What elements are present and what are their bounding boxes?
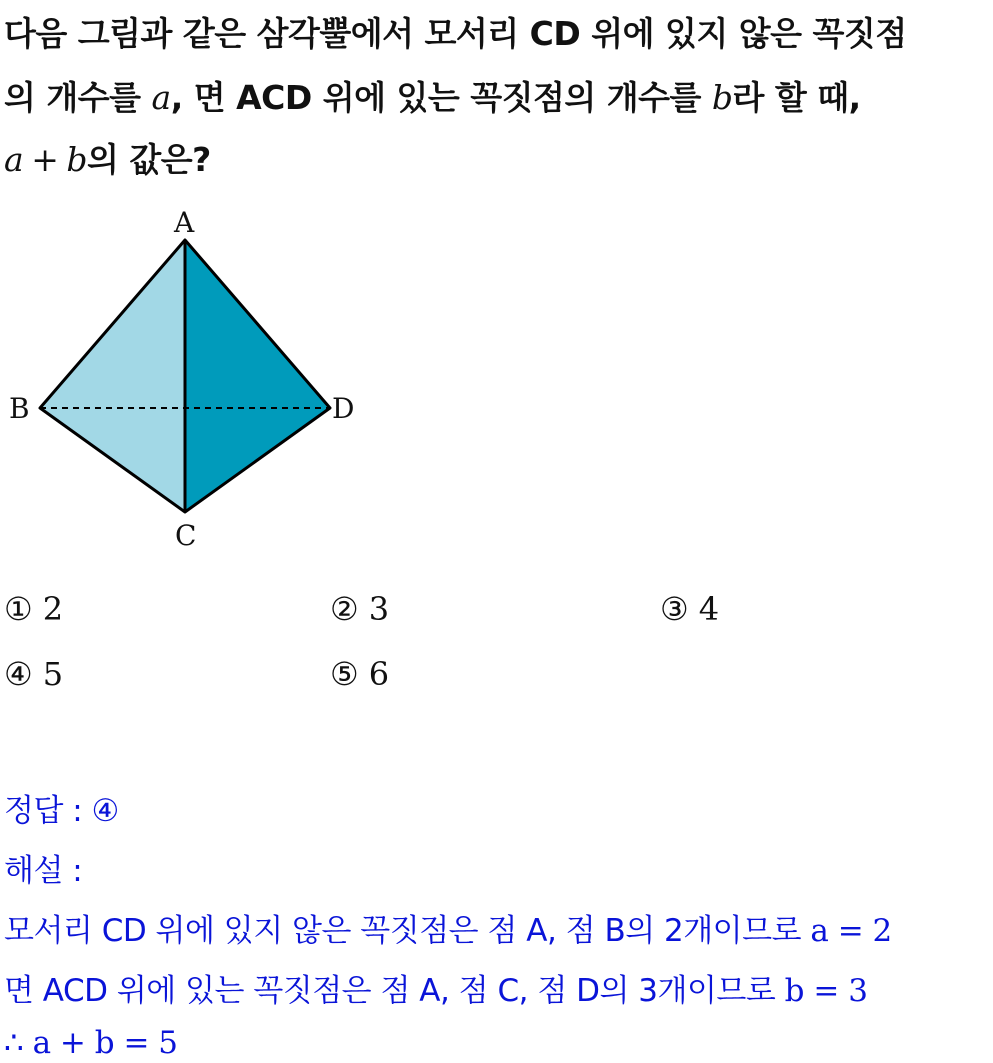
choice-number: ①: [4, 590, 33, 628]
question-line-2: [4, 72, 861, 119]
var-a: a: [151, 78, 171, 117]
equation-a: a = 2: [810, 913, 892, 949]
question-line-2-part-b: , 면 ACD 위에 있는 꼭짓점의 개수를: [170, 78, 712, 117]
question-line-1-text: 다음 그림과 같은 삼각뿔에서 모서리 CD 위에 있지 않은 꼭짓점: [4, 14, 907, 53]
explanation-line-1: [4, 905, 892, 950]
question-line-1: [4, 8, 907, 55]
explanation-line-1-text: 모서리 CD 위에 있지 않은 꼭짓점은 점 A, 점 B의 2개이므로: [4, 913, 811, 949]
choice-value: 3: [368, 590, 390, 628]
choice-number: ④: [4, 655, 33, 693]
vertex-label-d: D: [332, 392, 355, 425]
question-line-3-tail: 의 값은?: [86, 140, 211, 179]
question-line-2-part-c: 라 할 때,: [732, 78, 861, 117]
choice-number: ③: [660, 590, 689, 628]
var-b: b: [711, 78, 733, 117]
choice-number: ⑤: [330, 655, 359, 693]
choice-value: 5: [42, 655, 64, 693]
explanation-label: 해설 :: [4, 853, 83, 889]
tetrahedron-figure: [0, 195, 380, 560]
left-face: [40, 240, 185, 512]
explanation-line-2: [4, 965, 867, 1010]
expr-plus: +: [31, 140, 59, 179]
vertex-label-a: A: [174, 206, 195, 239]
answer-line: 정답 : ④: [4, 793, 119, 829]
expr-a: a: [4, 140, 24, 179]
expr-b: b: [66, 140, 87, 179]
choice-value: 4: [698, 590, 720, 628]
choice-5[interactable]: [330, 655, 389, 693]
choice-value: 2: [42, 590, 64, 628]
right-face: [185, 240, 330, 512]
choice-1[interactable]: [4, 590, 63, 628]
choice-3[interactable]: [660, 590, 719, 628]
choice-2[interactable]: [330, 590, 389, 628]
question-line-2-part-a: 의 개수를: [4, 78, 152, 117]
vertex-label-b: B: [9, 392, 30, 425]
choice-value: 6: [368, 655, 390, 693]
explanation-line-2-text: 면 ACD 위에 있는 꼭짓점은 점 A, 점 C, 점 D의 3개이므로: [4, 973, 785, 1009]
explanation-line-3: ∴ a + b = 5: [4, 1025, 178, 1061]
vertex-label-c: C: [175, 519, 197, 552]
choice-number: ②: [330, 590, 359, 628]
question-line-3: [4, 134, 211, 181]
choice-4[interactable]: [4, 655, 63, 693]
equation-b: b = 3: [784, 973, 868, 1009]
